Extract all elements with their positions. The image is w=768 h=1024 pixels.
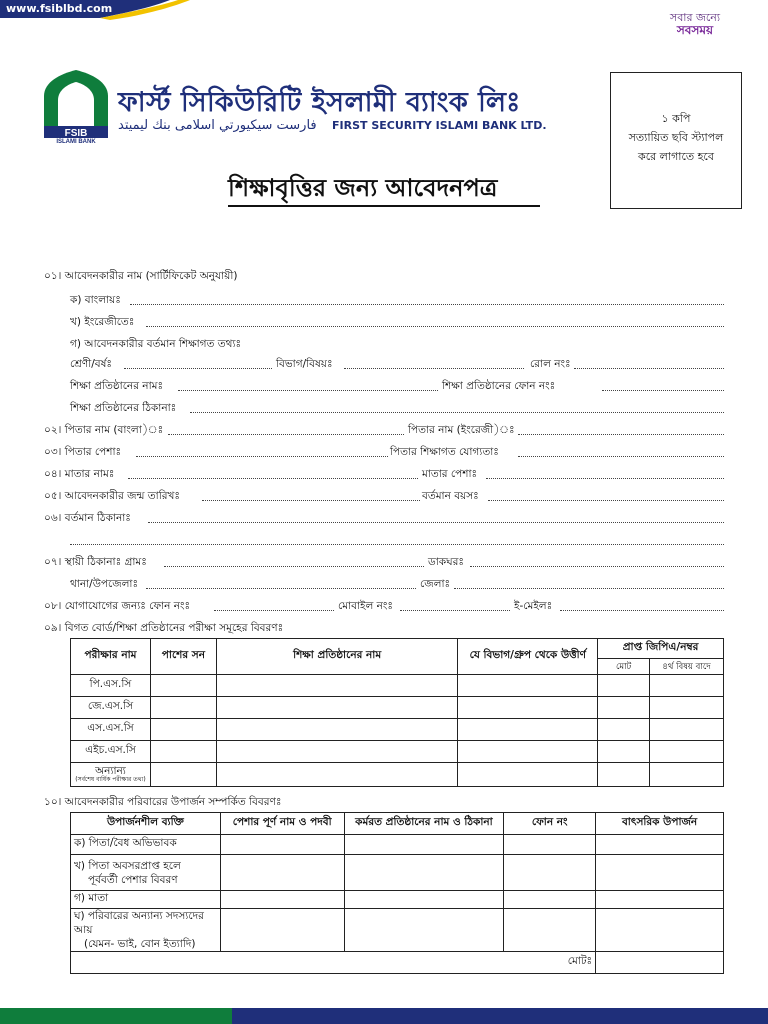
- income-row-others-line1: ঘ) পরিবারের অন্যান্য সদস্যদের আয়: [74, 910, 204, 936]
- field-08b-label: মোবাইল নংঃ: [338, 600, 394, 612]
- photo-box-line1: ১ কপি: [661, 112, 691, 125]
- income-row-retired: [71, 855, 221, 891]
- exam-row-hsc: এইচ.এস.সি: [71, 741, 151, 763]
- present-address-line1[interactable]: [148, 522, 724, 523]
- post-office-line[interactable]: [470, 566, 724, 567]
- field-01c-label: গ) আবেদনকারীর বর্তমান শিক্ষাগত তথ্যঃ: [70, 338, 242, 350]
- exam-cell[interactable]: [216, 719, 458, 741]
- income-cell[interactable]: [596, 835, 724, 855]
- income-total-row: [71, 952, 724, 974]
- income-cell[interactable]: [344, 855, 504, 891]
- exam-row-jsc: জে.এস.সি: [71, 697, 151, 719]
- field-03-label: ০৩। পিতার পেশাঃ: [44, 446, 122, 458]
- income-table-header-row: [71, 813, 724, 835]
- tagline-line2: সবসময়: [676, 23, 714, 37]
- exam-cell[interactable]: [598, 719, 650, 741]
- income-header-annual: বাৎসরিক উপার্জন: [596, 813, 724, 835]
- fsib-logo-icon: [40, 70, 112, 144]
- income-cell[interactable]: [596, 909, 724, 952]
- logo-subtext: ISLAMI BANK: [56, 139, 96, 144]
- income-cell[interactable]: [220, 835, 344, 855]
- table-row: [71, 697, 724, 719]
- footer-bar-blue: [232, 1008, 768, 1024]
- field-01a-label: ক) বাংলায়ঃ: [70, 294, 121, 306]
- table-row: [71, 675, 724, 697]
- logo-text: FSIB: [64, 128, 88, 139]
- exam-cell[interactable]: [650, 719, 724, 741]
- field-08c-label: ই-মেইলঃ: [514, 600, 553, 612]
- exam-cell[interactable]: [598, 675, 650, 697]
- income-row-others-line2: (যেমন- ভাই, বোন ইত্যাদি): [84, 938, 196, 950]
- village-line[interactable]: [164, 566, 424, 567]
- income-cell[interactable]: [220, 909, 344, 952]
- income-cell[interactable]: [504, 909, 596, 952]
- father-name-en-line[interactable]: [518, 434, 724, 435]
- income-table: [70, 812, 724, 974]
- field-04-label: ০৪। মাতার নামঃ: [44, 468, 115, 480]
- income-row-retired-line2: পূর্ববর্তী পেশার বিবরণ: [88, 873, 178, 886]
- field-10-label: ১০। আবেদনকারীর পরিবারের উপার্জন সম্পর্কিত বিবরণঃ: [44, 796, 282, 808]
- institution-address-label: শিক্ষা প্রতিষ্ঠানের ঠিকানাঃ: [70, 402, 177, 414]
- class-year-label: শ্রেণী/বর্ষঃ: [70, 358, 113, 370]
- father-occupation-line[interactable]: [136, 456, 388, 457]
- bank-name-arabic: فارست سيكيورتي اسلامی بنك ليميتد: [118, 118, 317, 133]
- exam-cell[interactable]: [216, 763, 458, 787]
- thana-line[interactable]: [146, 588, 416, 589]
- income-row-guardian: ক) পিতা/বৈধ অভিভাবক: [71, 835, 221, 855]
- exam-header-name: পরীক্ষার নাম: [71, 639, 151, 675]
- exam-cell[interactable]: [150, 719, 216, 741]
- field-06-label: ০৬। বর্তমান ঠিকানাঃ: [44, 512, 131, 524]
- field-02b-label: পিতার নাম (ইংরেজী)ঃ: [408, 424, 515, 436]
- exam-subheader-excl-4th: ৪র্থ বিষয় বাদে: [650, 659, 724, 675]
- exam-cell[interactable]: [650, 675, 724, 697]
- field-01b-line[interactable]: [146, 326, 724, 327]
- exam-cell[interactable]: [598, 697, 650, 719]
- income-header-phone: ফোন নং: [504, 813, 596, 835]
- form-title: শিক্ষাবৃত্তির জন্য আবেদনপত্র: [228, 174, 498, 202]
- father-education-line[interactable]: [518, 456, 724, 457]
- field-02-label: ০২। পিতার নাম (বাংলা)ঃ: [44, 424, 164, 436]
- tagline-line1: সবার জন্যে: [669, 11, 721, 24]
- field-05b-label: বর্তমান বয়সঃ: [422, 490, 479, 502]
- exam-cell[interactable]: [458, 697, 598, 719]
- title-underline: [228, 205, 540, 207]
- income-cell[interactable]: [504, 891, 596, 909]
- table-row: [71, 835, 724, 855]
- institution-address-line[interactable]: [190, 412, 724, 413]
- income-total-label: মোটঃ: [71, 952, 596, 974]
- income-cell[interactable]: [504, 835, 596, 855]
- exam-subheader-total: মোট: [598, 659, 650, 675]
- institution-phone-label: শিক্ষা প্রতিষ্ঠানের ফোন নংঃ: [442, 380, 556, 392]
- photo-box: [610, 72, 742, 209]
- exam-table-header-row: [71, 639, 724, 659]
- exam-header-year: পাশের সন: [150, 639, 216, 675]
- exam-cell[interactable]: [458, 675, 598, 697]
- exam-row-other: [71, 763, 151, 787]
- income-cell[interactable]: [504, 855, 596, 891]
- mobile-line[interactable]: [400, 610, 510, 611]
- field-01a-line[interactable]: [130, 304, 724, 305]
- exam-header-gpa: প্রাপ্ত জিপিএ/নম্বর: [598, 639, 724, 659]
- photo-box-line2: সত্যায়িত ছবি স্ট্যাপল: [628, 131, 724, 144]
- table-row: [71, 891, 724, 909]
- field-07d-label: জেলাঃ: [420, 578, 451, 590]
- exam-cell[interactable]: [216, 741, 458, 763]
- exam-cell[interactable]: [650, 697, 724, 719]
- exam-row-psc: পি.এস.সি: [71, 675, 151, 697]
- bank-name-english: FIRST SECURITY ISLAMI BANK LTD.: [332, 119, 547, 132]
- table-row: [71, 909, 724, 952]
- exam-cell[interactable]: [458, 741, 598, 763]
- mother-name-line[interactable]: [128, 478, 418, 479]
- table-row: [71, 719, 724, 741]
- roll-no-line[interactable]: [574, 368, 724, 369]
- field-01b-label: খ) ইংরেজীতেঃ: [70, 316, 135, 328]
- table-row: [71, 741, 724, 763]
- table-row: [71, 855, 724, 891]
- exam-cell[interactable]: [150, 763, 216, 787]
- roll-no-label: রোল নংঃ: [530, 358, 571, 370]
- income-header-occupation: পেশার পূর্ণ নাম ও পদবী: [220, 813, 344, 835]
- field-04b-label: মাতার পেশাঃ: [422, 468, 478, 480]
- income-header-person: উপার্জনশীল ব্যক্তি: [71, 813, 221, 835]
- field-01-label: ০১। আবেদনকারীর নাম (সার্টিফিকেট অনুযায়ী): [44, 270, 238, 282]
- mother-occupation-line[interactable]: [486, 478, 724, 479]
- exam-cell[interactable]: [598, 763, 650, 787]
- exam-table: [70, 638, 724, 787]
- present-address-line2[interactable]: [70, 544, 724, 545]
- current-age-line[interactable]: [488, 500, 724, 501]
- income-cell[interactable]: [220, 855, 344, 891]
- field-07-label: ০৭। স্থায়ী ঠিকানাঃ গ্রামঃ: [44, 556, 147, 568]
- district-line[interactable]: [454, 588, 724, 589]
- institution-phone-line[interactable]: [602, 390, 724, 391]
- tagline: [640, 12, 750, 36]
- class-year-line[interactable]: [124, 368, 272, 369]
- exam-header-group: যে বিভাগ/গ্রুপ থেকে উত্তীর্ণ: [458, 639, 598, 675]
- field-09-label: ০৯। বিগত বোর্ড/শিক্ষা প্রতিষ্ঠানের পরীক্ষা সমূহের বিবরণঃ: [44, 622, 284, 634]
- field-03b-label: পিতার শিক্ষাগত যোগ্যতাঃ: [390, 446, 499, 458]
- table-row: [71, 763, 724, 787]
- exam-cell[interactable]: [150, 741, 216, 763]
- income-row-others: [71, 909, 221, 952]
- exam-cell[interactable]: [598, 741, 650, 763]
- dept-subject-line[interactable]: [344, 368, 524, 369]
- exam-header-institution: শিক্ষা প্রতিষ্ঠানের নাম: [216, 639, 458, 675]
- income-cell[interactable]: [220, 891, 344, 909]
- field-05-label: ০৫। আবেদনকারীর জন্ম তারিখঃ: [44, 490, 180, 502]
- institution-name-label: শিক্ষা প্রতিষ্ঠানের নামঃ: [70, 380, 164, 392]
- field-07c-label: থানা/উপজেলাঃ: [70, 578, 139, 590]
- income-cell[interactable]: [596, 855, 724, 891]
- field-07b-label: ডাকঘরঃ: [428, 556, 464, 568]
- exam-cell[interactable]: [216, 675, 458, 697]
- exam-row-other-note: (সর্বশেষ বার্ষিক পরীক্ষার তথ্য): [75, 776, 146, 783]
- field-08-label: ০৮। যোগাযোগের জন্যঃ ফোন নংঃ: [44, 600, 191, 612]
- exam-cell[interactable]: [216, 697, 458, 719]
- exam-cell[interactable]: [650, 763, 724, 787]
- income-cell[interactable]: [344, 891, 504, 909]
- photo-box-line3: করে লাগাতে হবে: [638, 150, 714, 163]
- income-row-retired-line1: খ) পিতা অবসরপ্রাপ্ত হলে: [74, 859, 181, 872]
- income-cell[interactable]: [596, 891, 724, 909]
- income-header-workplace: কর্মরত প্রতিষ্ঠানের নাম ও ঠিকানা: [344, 813, 504, 835]
- fsib-logo: [40, 70, 112, 144]
- exam-row-ssc: এস.এস.সি: [71, 719, 151, 741]
- exam-cell[interactable]: [458, 763, 598, 787]
- exam-cell[interactable]: [150, 675, 216, 697]
- bank-name-bangla: ফার্স্ট সিকিউরিটি ইসলামী ব্যাংক লিঃ: [118, 87, 521, 118]
- exam-cell[interactable]: [150, 697, 216, 719]
- income-cell[interactable]: [344, 909, 504, 952]
- website-url[interactable]: www.fsiblbd.com: [6, 2, 113, 15]
- income-total-value[interactable]: [596, 952, 724, 974]
- birth-date-line[interactable]: [202, 500, 420, 501]
- exam-cell[interactable]: [458, 719, 598, 741]
- email-line[interactable]: [560, 610, 724, 611]
- father-name-bn-line[interactable]: [168, 434, 404, 435]
- institution-name-line[interactable]: [178, 390, 438, 391]
- exam-cell[interactable]: [650, 741, 724, 763]
- phone-line[interactable]: [214, 610, 334, 611]
- exam-row-other-label: অন্যান্য: [95, 765, 126, 777]
- dept-subject-label: বিভাগ/বিষয়ঃ: [276, 358, 333, 370]
- footer-bar-green: [0, 1008, 232, 1024]
- income-cell[interactable]: [344, 835, 504, 855]
- income-row-mother: গ) মাতা: [71, 891, 221, 909]
